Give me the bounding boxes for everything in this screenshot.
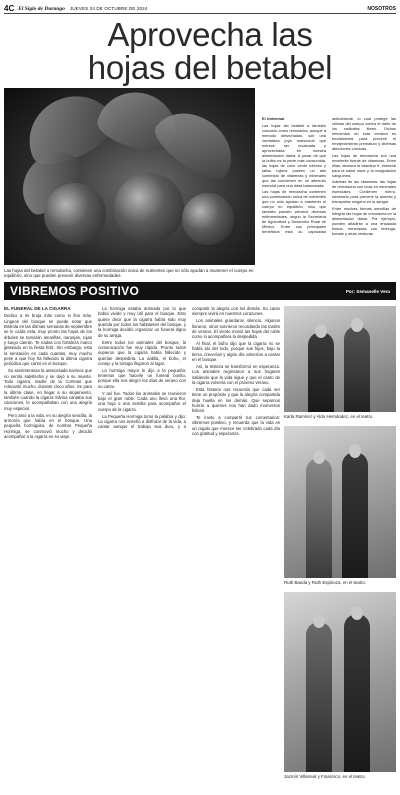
issue-date: JUEVES 24 DE OCTUBRE DE 2024 [69, 6, 148, 11]
section-name: NOSOTROS [367, 5, 396, 12]
photo-caption: Ruth Banda y Ruth Espinoza, en el teatro. [284, 579, 367, 585]
couple-photo [284, 426, 396, 578]
article-paragraph: Dedico a mi bruja más como si fino más. Lingeos del bosque se puede notar que Bistrola en las últimas semanas de septiembre se le caída esta, muy pronto las hojas de los árboles se tornarán amarillas, naranjas, rojas y luego caerán. Te nadas con fortaleza marco glaseado en la fiesta feliz. Sin embargo, esta la sensación en cada cuantas, muy mucho pese a que hoy ha fallecido la última cigarra periódica que cantó en el bosque. [4, 313, 92, 367]
photo-card [284, 306, 396, 419]
page-header [4, 4, 396, 14]
photo-card [284, 426, 396, 585]
beet-article-body [262, 116, 396, 276]
funeral-article-body [4, 306, 280, 791]
article-paragraph: Su sentimentosa la antecesada tuvimos que no sentía satisfecha y se dejó a su muerte. Todo cigarra, madre de la Cortinas que rolecantó mucho, durante cinco años. Se para la última clase, en llegar a su alojamiento, también cuando la cigarra Silvina cantaba sus canciones, le acompañaban con una alegría muy especial. [4, 368, 92, 411]
article-paragraph: Además de las vitaminas, las hojas de remolacha son ricas en minerales esenciales. Contienen hierro, necesario para prevenir la anemia y transportar oxígeno en la sangre. [332, 179, 396, 204]
section-band [4, 282, 396, 300]
article-paragraph: Las hojas de remolacha son una excelente fuente de vitaminas. Entre ellas, destaca la vitamina K, esencial para la salud ósea y la coagulación sanguínea. [332, 152, 396, 178]
hero-photo-beetroot [4, 88, 255, 265]
article-paragraph: Al final, el búho dijo que la cigarra no se había ido del todo, porque sus hijos, bajo la tierra, crecerían y algún día volverían a cantar en el bosque. [192, 341, 280, 363]
article-byline: El Universal [262, 116, 285, 121]
page-number: 4C [4, 4, 15, 13]
photo-caption: Karla Ramírez y Aldo Hernández, en el teatro. [284, 413, 374, 419]
headline [40, 18, 380, 84]
article-paragraph: La hormiga estaba animada por lo que había vivido y muy útil para el bosque. Esto quiere decir que la cigarra había sido muy querida por todos los habitantes del bosque, y la hormiga decidió organizar un funeral digno de su amiga. [98, 306, 186, 338]
article-paragraph: Pero amó a la vida, en su alegría sencilla, la armonía que había en el bosque. Una pequeña hormiguita, de nombre Pequeña Hormiga, se conmovió mucho y decidió acompañar a la cigarra en su viaje. [4, 412, 92, 439]
article-paragraph: Las hojas de remolacha contienen una combinación única de nutrientes que no sólo ayudan a mantener el cuerpo en equilibrio, sino que también pueden prevenir diversas enfermedades, según la Secretaría de Agricultura y Desarrollo Rural de México. Entre sus principales beneficios está su capacidad antioxidante, lo cual protege las células del cuerpo contra el daño de los radicales libres. Dichos elementos en esta verdura es fundamental para prevenir el envejecimiento prematuro y diversas afecciones crónicas. [262, 116, 396, 234]
photo-caption: Jazmín Villarreal y Francisco, en el teatro. [284, 773, 366, 779]
article-paragraph: Los animales guardaron silencio. Algunos lloraron, otros sonrieron recordando las tardes de verano. El viento movió las hojas del roble como si acompañara la despedida. [192, 318, 280, 340]
article-paragraph: La Pequeña Hormiga tomó la palabra y dijo: La cigarra nos enseñó a disfrutar de la vida, a cantar aunque el trabajo sea duro, y a compartir la alegría con los demás. Su canto siempre vivirá en nuestros corazones. [98, 306, 280, 430]
section-title: VIBREMOS POSITIVO [10, 284, 140, 298]
hero-photo-caption: Las hojas del betabel o remolacha, contienen una combinación única de nutrientes que no sólo ayudan a mantener el cuerpo en equilibrio, sino que pueden prevenir diversas enfermedades. [4, 268, 254, 279]
article-paragraph: Te invito a compartir tus comentarios: vibremos positivo, y recuerda que la vida es un regalo que merece ser celebrado cada día con gratitud y esperanza. [192, 415, 280, 437]
article-paragraph: Y así fue. Todos los animales se reunieron bajo el gran roble. Cada uno llevó una flor, una hoja o una semilla para acompañar el cuerpo de la cigarra. [98, 390, 186, 412]
article-paragraph: Entre muchas formas sencillas de integrar las hojas de remolacha en la alimentación diaria. Por ejemplo, pueden añadirse a una ensalada fresca, mezcladas con lechuga, tomate y otras verduras. [332, 205, 396, 236]
couple-photo [284, 592, 396, 772]
article-paragraph: Entre todos los animales del bosque, la comunicación fue muy rápida. Pronto todos supieron que la cigarra había fallecido y querían despedirla. La ardilla, el búho, el conejo y la tortuga llegaron al lugar. [98, 339, 186, 366]
article-paragraph: Esta historia nos recuerda que cada ser tiene un propósito y que la alegría compartida deja huella en los demás. Que sepamos honrar a quienes nos han dado momentos felices. [192, 386, 280, 414]
publication-name: El Siglo de Durango [18, 5, 65, 12]
couple-photo [284, 306, 396, 412]
article-paragraph: Las hojas del betabel a también conocido como remolacha, aunque a menudo desechadas, son una verdadera joya nutricional que merece ser revaluada y aprovechada en nuestra alimentación diaria. A pesar de que la bulbo es la parte más consumida, las hojas de color verde intenso y tallos rojizos poseen un alto contenido de vitaminas y minerales que las convierten en un alimento esencial para una dieta balanceada. [262, 122, 326, 188]
headline-line-1: Aprovecha las [107, 16, 313, 53]
headline-line-2: hojas del betabel [87, 49, 333, 86]
section-author: Por: Semanelle Vera [345, 288, 390, 294]
article-paragraph: Así, la tristeza se transformó en esperanza. Los animales regresaron a sus hogares sabiendo que la vida sigue y que el canto de la cigarra volvería con el próximo verano. [192, 363, 280, 385]
article-kicker: EL FUNERAL DE LA CIGARRA [4, 306, 71, 311]
article-paragraph: La hormiga mayor le dijo a la pequeña: tenemos que hacerle un funeral bonito, porque ella nos alegró los días de verano con su canto. [98, 367, 186, 389]
photo-card [284, 592, 396, 779]
